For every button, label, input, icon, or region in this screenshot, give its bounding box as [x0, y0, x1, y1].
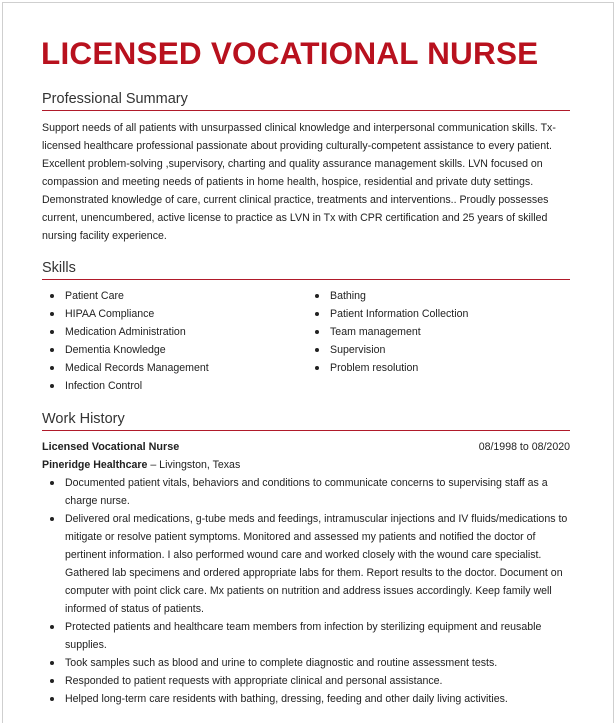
- duty-item: Helped long-term care residents with bathing, dressing, feeding and other daily living activities.: [42, 690, 570, 708]
- duty-item: Documented patient vitals, behaviors and conditions to communicate concerns to supervising staff as a charge nurse.: [42, 474, 570, 510]
- resume-title: LICENSED VOCATIONAL NURSE: [41, 35, 539, 71]
- duty-item: Protected patients and healthcare team members from infection by sterilizing equipment and reusable supplies.: [42, 618, 570, 654]
- skill-item: Medication Administration: [42, 323, 209, 341]
- skill-item: Patient Care: [42, 287, 209, 305]
- skill-item: Patient Information Collection: [307, 305, 468, 323]
- work-history-heading: Work History: [42, 410, 570, 431]
- company-separator: –: [147, 459, 160, 471]
- skill-item: HIPAA Compliance: [42, 305, 209, 323]
- duty-item: Took samples such as blood and urine to complete diagnostic and routine assessment tests.: [42, 654, 570, 672]
- skill-item: Infection Control: [42, 377, 209, 395]
- skill-item: Supervision: [307, 341, 468, 359]
- professional-summary-heading: Professional Summary: [42, 90, 570, 111]
- skill-item: Dementia Knowledge: [42, 341, 209, 359]
- skills-list-right: [307, 287, 468, 377]
- company-name: Pineridge Healthcare: [42, 459, 148, 471]
- skill-item: Team management: [307, 323, 468, 341]
- job-employer-line: [42, 456, 240, 474]
- skill-item: Medical Records Management: [42, 359, 209, 377]
- professional-summary-section: [42, 119, 570, 245]
- skill-item: Bathing: [307, 287, 468, 305]
- duty-item: Responded to patient requests with appropriate clinical and personal assistance.: [42, 672, 570, 690]
- job-dates: 08/1998 to 08/2020: [478, 441, 570, 453]
- job-title: Licensed Vocational Nurse: [42, 441, 180, 453]
- skill-item: Problem resolution: [307, 359, 468, 377]
- job-location: Livingston, Texas: [159, 459, 241, 471]
- professional-summary-text: Support needs of all patients with unsurpassed clinical knowledge and interpersonal communication skills. Tx-licensed healthcare professional passionate about providing culturally-competent assistance to every patient. Excellent problem-solving ,supervisory, charting and quality assurance management skills. LVN focused on compassion and meeting needs of patients in home health, hospice, residential and private duty settings. Demonstrated knowledge of care, current clinical practice, treatments and interventions.. Proudly possesses current, unencumbered, active license to practice as LVN in Tx with CPR certification and 25 years of skilled nursing facility experience.: [42, 122, 556, 242]
- skills-list-left: [42, 287, 209, 395]
- skills-heading: Skills: [42, 259, 570, 280]
- job-duties-list: [42, 474, 570, 708]
- duty-item: Delivered oral medications, g-tube meds and feedings, intramuscular injections and IV fluids/medications to mitigate or resolve patient symptoms. Monitored and assessed my patients and notified the doctor of pertinent information. I also performed wound care and worked closely with the wound care specialist. Gathered lab specimens and ordered appropriate labs for them. Report results to the doctor. Document on computer with point click care. Mx patients on nutrition and address issues accordingly. Keep family well informed of status of patients.: [42, 510, 570, 618]
